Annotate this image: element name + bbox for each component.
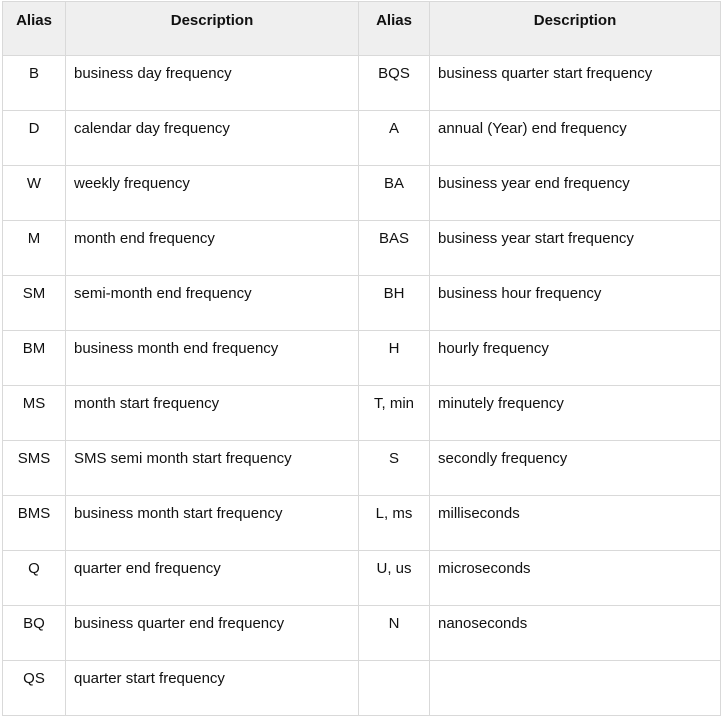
- description-cell: SMS semi month start frequency: [66, 441, 359, 496]
- description-cell: business year start frequency: [430, 221, 721, 276]
- description-cell: business quarter start frequency: [430, 56, 721, 111]
- table-row: [3, 111, 721, 166]
- alias-cell: [359, 661, 430, 716]
- alias-cell: MS: [3, 386, 66, 441]
- alias-cell: B: [3, 56, 66, 111]
- table-row: [3, 331, 721, 386]
- header-alias-1: Alias: [3, 2, 66, 56]
- description-cell: business year end frequency: [430, 166, 721, 221]
- header-description-2: Description: [430, 2, 721, 56]
- header-alias-2: Alias: [359, 2, 430, 56]
- table-row: [3, 606, 721, 661]
- alias-cell: BQS: [359, 56, 430, 111]
- header-description-1: Description: [66, 2, 359, 56]
- description-cell: nanoseconds: [430, 606, 721, 661]
- alias-cell: H: [359, 331, 430, 386]
- description-cell: business month end frequency: [66, 331, 359, 386]
- description-cell: calendar day frequency: [66, 111, 359, 166]
- alias-cell: W: [3, 166, 66, 221]
- alias-cell: BAS: [359, 221, 430, 276]
- description-cell: hourly frequency: [430, 331, 721, 386]
- description-cell: business day frequency: [66, 56, 359, 111]
- description-cell: business hour frequency: [430, 276, 721, 331]
- alias-cell: M: [3, 221, 66, 276]
- description-cell: month start frequency: [66, 386, 359, 441]
- table-row: [3, 551, 721, 606]
- table-row: [3, 166, 721, 221]
- alias-cell: BMS: [3, 496, 66, 551]
- alias-cell: QS: [3, 661, 66, 716]
- description-cell: [430, 661, 721, 716]
- description-cell: secondly frequency: [430, 441, 721, 496]
- description-cell: business month start frequency: [66, 496, 359, 551]
- alias-cell: L, ms: [359, 496, 430, 551]
- table-row: [3, 496, 721, 551]
- alias-cell: N: [359, 606, 430, 661]
- frequency-alias-table: [2, 1, 721, 716]
- table-row: [3, 56, 721, 111]
- table-row: [3, 386, 721, 441]
- description-cell: month end frequency: [66, 221, 359, 276]
- alias-cell: T, min: [359, 386, 430, 441]
- description-cell: minutely frequency: [430, 386, 721, 441]
- alias-cell: BQ: [3, 606, 66, 661]
- description-cell: weekly frequency: [66, 166, 359, 221]
- header-row: [3, 2, 721, 56]
- description-cell: milliseconds: [430, 496, 721, 551]
- alias-cell: Q: [3, 551, 66, 606]
- alias-cell: SMS: [3, 441, 66, 496]
- description-cell: semi-month end frequency: [66, 276, 359, 331]
- description-cell: annual (Year) end frequency: [430, 111, 721, 166]
- alias-cell: BH: [359, 276, 430, 331]
- description-cell: microseconds: [430, 551, 721, 606]
- alias-cell: BM: [3, 331, 66, 386]
- alias-cell: S: [359, 441, 430, 496]
- description-cell: quarter end frequency: [66, 551, 359, 606]
- table-row: [3, 441, 721, 496]
- description-cell: quarter start frequency: [66, 661, 359, 716]
- table-row: [3, 221, 721, 276]
- description-cell: business quarter end frequency: [66, 606, 359, 661]
- table-row: [3, 661, 721, 716]
- alias-cell: SM: [3, 276, 66, 331]
- table-row: [3, 276, 721, 331]
- alias-cell: BA: [359, 166, 430, 221]
- alias-cell: U, us: [359, 551, 430, 606]
- alias-cell: A: [359, 111, 430, 166]
- alias-cell: D: [3, 111, 66, 166]
